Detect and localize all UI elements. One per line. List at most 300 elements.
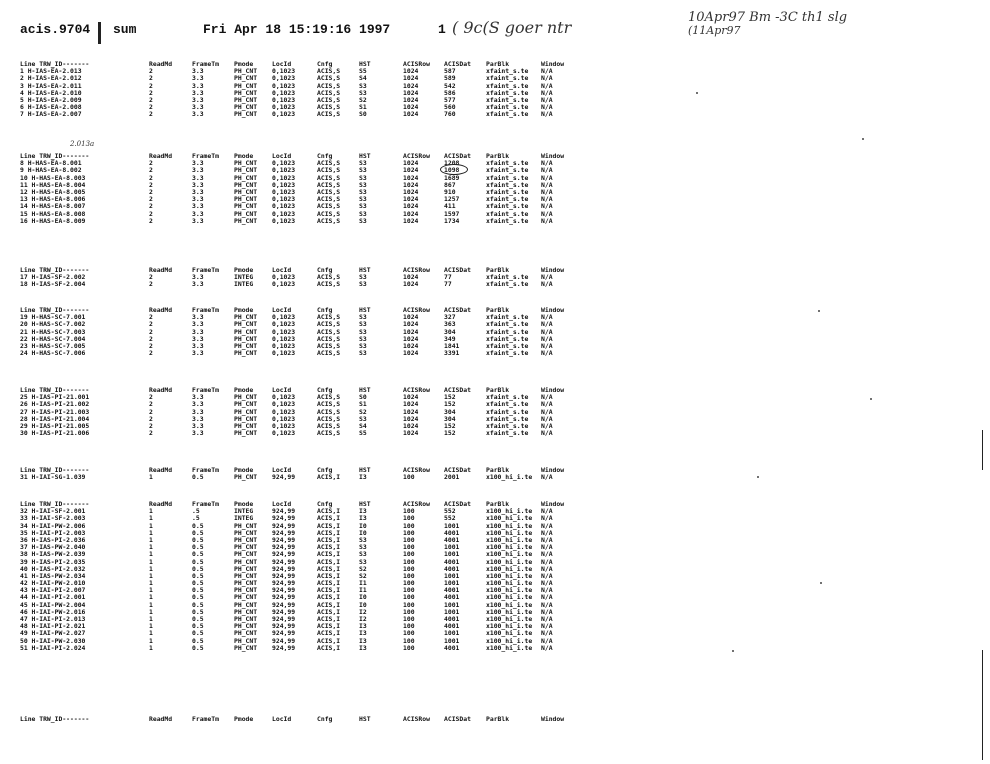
table-cell: 1: [149, 550, 153, 559]
table-cell: I1: [359, 579, 367, 588]
table-cell: xfaint_s.te: [486, 202, 529, 211]
table-cell: ACIS,I: [317, 473, 341, 482]
table-cell: 100: [403, 550, 415, 559]
column-header: LocId: [272, 266, 292, 274]
table-block: [20, 153, 620, 225]
table-cell: 100: [403, 643, 415, 652]
column-header: FrameTm: [192, 386, 219, 394]
table-cell: 3.3: [192, 429, 204, 438]
table-cell: 100: [403, 579, 415, 588]
table-cell: 0,1023: [272, 414, 296, 423]
table-cell: N/A: [541, 400, 553, 409]
table-cell: 25 H-IAS-PI-21.001: [20, 393, 90, 402]
column-header: ACISDat: [444, 60, 471, 68]
table-cell: 3.3: [192, 81, 204, 90]
column-header: Line TRW_ID-------: [20, 152, 90, 160]
table-cell: ACIS,S: [317, 180, 341, 189]
table-cell: 0,1023: [272, 81, 296, 90]
table-cell: 1024: [403, 202, 419, 211]
column-header: Pmode: [234, 715, 254, 723]
table-cell: 100: [403, 507, 415, 516]
table-cell: ACIS,S: [317, 273, 341, 282]
table-cell: 10 H-HAS-EA-8.003: [20, 173, 86, 182]
table-cell: PH_CNT: [234, 327, 258, 336]
table-cell: PH_CNT: [234, 557, 258, 566]
table-cell: 2: [149, 313, 153, 322]
table-cell: xfaint_s.te: [486, 180, 529, 189]
table-block: [20, 61, 620, 119]
table-cell: xfaint_s.te: [486, 414, 529, 423]
column-header: Line TRW_ID-------: [20, 466, 90, 474]
table-cell: 3.3: [192, 74, 204, 83]
table-cell: 0.5: [192, 643, 204, 652]
column-header: FrameTm: [192, 60, 219, 68]
table-cell: PH_CNT: [234, 216, 258, 225]
table-cell: 552: [444, 507, 456, 516]
table-cell: I3: [359, 473, 367, 482]
table-cell: 589: [444, 74, 456, 83]
table-cell: I2: [359, 615, 367, 623]
table-cell: 4 H-IAS-EA-2.010: [20, 88, 82, 97]
table-cell: 100: [403, 514, 415, 523]
table-cell: 924,99: [272, 636, 296, 645]
column-header: HST: [359, 266, 371, 274]
table-cell: S3: [359, 202, 367, 211]
table-cell: 3.3: [192, 195, 204, 204]
table-cell: 4001: [444, 622, 460, 631]
column-header: Pmode: [234, 466, 254, 474]
table-cell: 1: [149, 593, 153, 602]
table-cell: PH_CNT: [234, 393, 258, 402]
table-cell: PH_CNT: [234, 550, 258, 559]
table-cell: x100_hi_i.te: [486, 629, 533, 638]
table-cell: 1024: [403, 407, 419, 416]
table-cell: ACIS,I: [317, 528, 341, 537]
table-cell: N/A: [541, 334, 553, 343]
table-cell: 1024: [403, 414, 419, 423]
table-cell: 2: [149, 88, 153, 97]
column-header: Cnfg: [317, 60, 333, 68]
table-cell: S3: [359, 166, 367, 175]
table-cell: 0,1023: [272, 67, 296, 76]
table-cell: 100: [403, 473, 415, 482]
column-header: LocId: [272, 500, 292, 508]
table-cell: INTEG: [234, 507, 254, 516]
table-cell: 924,99: [272, 571, 296, 580]
table-cell: x100_hi_i.te: [486, 615, 533, 623]
table-cell: INTEG: [234, 273, 254, 282]
table-cell: PH_CNT: [234, 593, 258, 602]
table-cell: PH_CNT: [234, 74, 258, 83]
table-cell: INTEG: [234, 280, 254, 289]
table-cell: S3: [359, 209, 367, 218]
table-cell: x100_hi_i.te: [486, 543, 533, 552]
table-cell: 0,1023: [272, 216, 296, 225]
table-cell: 0.5: [192, 615, 204, 623]
table-cell: x100_hi_i.te: [486, 600, 533, 609]
table-cell: S3: [359, 341, 367, 350]
table-cell: 0,1023: [272, 110, 296, 119]
column-header: ACISRow: [403, 60, 430, 68]
column-header-row: [20, 716, 620, 723]
table-cell: xfaint_s.te: [486, 67, 529, 76]
table-cell: PH_CNT: [234, 407, 258, 416]
table-cell: N/A: [541, 166, 553, 175]
table-cell: 0,1023: [272, 273, 296, 282]
table-cell: PH_CNT: [234, 349, 258, 358]
table-cell: PH_CNT: [234, 528, 258, 537]
column-header: ReadMd: [149, 386, 173, 394]
table-cell: 3391: [444, 349, 460, 358]
table-cell: x100_hi_i.te: [486, 521, 533, 530]
table-cell: x100_hi_i.te: [486, 586, 533, 595]
table-cell: ACIS,I: [317, 535, 341, 544]
table-cell: N/A: [541, 543, 553, 552]
table-cell: 2: [149, 421, 153, 430]
edge-line-2: [982, 430, 983, 470]
column-header: Window: [541, 60, 565, 68]
table-cell: xfaint_s.te: [486, 334, 529, 343]
table-cell: 1001: [444, 607, 460, 616]
column-header: HST: [359, 386, 371, 394]
table-cell: PH_CNT: [234, 88, 258, 97]
table-cell: 2: [149, 320, 153, 329]
table-cell: 924,99: [272, 579, 296, 588]
table-cell: 0.5: [192, 600, 204, 609]
table-cell: N/A: [541, 327, 553, 336]
table-cell: 1: [149, 615, 153, 623]
table-cell: 152: [444, 429, 456, 438]
table-cell: 1024: [403, 349, 419, 358]
column-header: Cnfg: [317, 386, 333, 394]
table-cell: ACIS,S: [317, 421, 341, 430]
table-cell: S3: [359, 535, 367, 544]
table-cell: xfaint_s.te: [486, 81, 529, 90]
table-cell: 1734: [444, 216, 460, 225]
table-cell: 0,1023: [272, 320, 296, 329]
table-cell: 2: [149, 202, 153, 211]
table-cell: 1: [149, 643, 153, 652]
table-cell: 1024: [403, 173, 419, 182]
table-cell: S5: [359, 67, 367, 76]
table-cell: 48 H-IAI-PI-2.021: [20, 622, 86, 631]
table-cell: S3: [359, 557, 367, 566]
table-cell: PH_CNT: [234, 320, 258, 329]
table-cell: I2: [359, 607, 367, 616]
table-cell: S3: [359, 273, 367, 282]
table-cell: 1024: [403, 159, 419, 168]
table-cell: S2: [359, 407, 367, 416]
table-cell: I3: [359, 629, 367, 638]
table-cell: 100: [403, 629, 415, 638]
table-cell: N/A: [541, 216, 553, 225]
table-cell: 1001: [444, 571, 460, 580]
table-cell: ACIS,S: [317, 349, 341, 358]
table-cell: S3: [359, 327, 367, 336]
table-cell: 2: [149, 414, 153, 423]
edge-line: [982, 650, 983, 760]
table-cell: PH_CNT: [234, 622, 258, 631]
table-cell: 0.5: [192, 622, 204, 631]
column-header: Cnfg: [317, 466, 333, 474]
table-cell: x100_hi_i.te: [486, 514, 533, 523]
table-cell: xfaint_s.te: [486, 166, 529, 175]
table-cell: ACIS,I: [317, 622, 341, 631]
table-cell: ACIS,I: [317, 636, 341, 645]
table-cell: 2: [149, 407, 153, 416]
table-cell: 11 H-HAS-EA-8.004: [20, 180, 86, 189]
table-cell: N/A: [541, 557, 553, 566]
column-header: Cnfg: [317, 306, 333, 314]
table-cell: PH_CNT: [234, 166, 258, 175]
table-cell: ACIS,S: [317, 400, 341, 409]
column-header: ReadMd: [149, 60, 173, 68]
table-cell: I0: [359, 600, 367, 609]
table-cell: PH_CNT: [234, 202, 258, 211]
table-cell: 1024: [403, 180, 419, 189]
table-cell: xfaint_s.te: [486, 421, 529, 430]
table-cell: 760: [444, 110, 456, 119]
table-cell: x100_hi_i.te: [486, 507, 533, 516]
table-cell: 4001: [444, 564, 460, 573]
table-cell: 0.5: [192, 636, 204, 645]
table-cell: 3.3: [192, 202, 204, 211]
table-cell: ACIS,S: [317, 429, 341, 438]
table-cell: ACIS,I: [317, 607, 341, 616]
table-cell: 0,1023: [272, 95, 296, 104]
table-cell: 100: [403, 535, 415, 544]
table-cell: 3.3: [192, 327, 204, 336]
table-cell: S4: [359, 74, 367, 83]
table-cell: .5: [192, 507, 200, 516]
table-cell: 924,99: [272, 600, 296, 609]
table-cell: 9 H-HAS-EA-8.002: [20, 166, 82, 175]
table-cell: 0,1023: [272, 341, 296, 350]
column-header: ACISDat: [444, 715, 471, 723]
table-cell: 4001: [444, 615, 460, 623]
table-cell: 3.3: [192, 180, 204, 189]
table-cell: 0.5: [192, 593, 204, 602]
table-cell: 4001: [444, 593, 460, 602]
table-cell: N/A: [541, 414, 553, 423]
table-cell: 0.5: [192, 473, 204, 482]
column-header: ParBlk: [486, 60, 510, 68]
table-cell: S3: [359, 320, 367, 329]
table-cell: 4001: [444, 643, 460, 652]
table-cell: 1024: [403, 209, 419, 218]
column-header: ParBlk: [486, 266, 510, 274]
table-block: [20, 387, 620, 437]
table-block: [20, 467, 620, 481]
host-label: acis.9704: [20, 22, 91, 37]
table-cell: ACIS,I: [317, 615, 341, 623]
table-cell: xfaint_s.te: [486, 429, 529, 438]
table-cell: N/A: [541, 473, 553, 482]
table-cell: ACIS,I: [317, 586, 341, 595]
table-cell: PH_CNT: [234, 313, 258, 322]
table-cell: 924,99: [272, 543, 296, 552]
column-header: HST: [359, 306, 371, 314]
column-header: ACISRow: [403, 466, 430, 474]
table-cell: 924,99: [272, 550, 296, 559]
table-cell: PH_CNT: [234, 81, 258, 90]
column-header: LocId: [272, 466, 292, 474]
column-header: LocId: [272, 386, 292, 394]
table-cell: 1: [149, 636, 153, 645]
table-cell: 577: [444, 95, 456, 104]
table-cell: PH_CNT: [234, 187, 258, 196]
table-cell: 0,1023: [272, 313, 296, 322]
table-cell: 1024: [403, 334, 419, 343]
table-cell: 19 H-HAS-SC-7.001: [20, 313, 86, 322]
table-cell: 1689: [444, 173, 460, 182]
table-cell: 1: [149, 600, 153, 609]
table-cell: 3.3: [192, 349, 204, 358]
column-header: Window: [541, 266, 565, 274]
table-cell: 924,99: [272, 564, 296, 573]
column-header: Line TRW_ID-------: [20, 386, 90, 394]
table-cell: 42 H-IAI-PW-2.010: [20, 579, 86, 588]
table-cell: 0,1023: [272, 280, 296, 289]
table-cell: S0: [359, 110, 367, 119]
table-cell: 924,99: [272, 535, 296, 544]
table-cell: 4001: [444, 528, 460, 537]
table-cell: 1001: [444, 579, 460, 588]
table-cell: 2: [149, 334, 153, 343]
table-cell: 3.3: [192, 393, 204, 402]
column-header: Window: [541, 152, 565, 160]
table-cell: 152: [444, 400, 456, 409]
column-header: ACISDat: [444, 466, 471, 474]
table-cell: xfaint_s.te: [486, 159, 529, 168]
table-cell: 49 H-IAI-PW-2.027: [20, 629, 86, 638]
table-cell: 0,1023: [272, 195, 296, 204]
table-cell: 560: [444, 103, 456, 112]
table-cell: 910: [444, 187, 456, 196]
table-cell: 2: [149, 67, 153, 76]
table-cell: PH_CNT: [234, 173, 258, 182]
table-cell: 1024: [403, 67, 419, 76]
table-cell: ACIS,S: [317, 67, 341, 76]
table-cell: xfaint_s.te: [486, 273, 529, 282]
column-header: FrameTm: [192, 266, 219, 274]
table-cell: PH_CNT: [234, 571, 258, 580]
handwritten-note-block1: 2.013a: [70, 140, 95, 148]
column-header: ACISDat: [444, 306, 471, 314]
table-cell: 1841: [444, 341, 460, 350]
column-header: ParBlk: [486, 500, 510, 508]
table-cell: PH_CNT: [234, 429, 258, 438]
table-cell: N/A: [541, 187, 553, 196]
table-cell: 1024: [403, 195, 419, 204]
table-cell: 100: [403, 557, 415, 566]
table-cell: N/A: [541, 535, 553, 544]
column-header: ReadMd: [149, 500, 173, 508]
table-cell: 0.5: [192, 586, 204, 595]
table-cell: 1024: [403, 327, 419, 336]
table-cell: ACIS,S: [317, 195, 341, 204]
table-cell: ACIS,I: [317, 550, 341, 559]
table-cell: 0.5: [192, 629, 204, 638]
table-cell: 1024: [403, 81, 419, 90]
table-cell: N/A: [541, 550, 553, 559]
table-cell: ACIS,S: [317, 95, 341, 104]
table-cell: S3: [359, 414, 367, 423]
table-cell: 1098: [444, 166, 460, 175]
table-cell: 1: [149, 473, 153, 482]
table-cell: ACIS,I: [317, 629, 341, 638]
column-header: Pmode: [234, 306, 254, 314]
table-cell: I0: [359, 521, 367, 530]
table-cell: I3: [359, 622, 367, 631]
table-cell: 1024: [403, 110, 419, 119]
table-cell: I3: [359, 643, 367, 652]
column-header: Line TRW_ID-------: [20, 266, 90, 274]
table-cell: PH_CNT: [234, 586, 258, 595]
handwritten-note-top: ( 9c(S goer ntr: [452, 18, 572, 37]
table-cell: 51 H-IAI-PI-2.024: [20, 643, 86, 652]
column-header: ACISRow: [403, 306, 430, 314]
table-cell: x100_hi_i.te: [486, 557, 533, 566]
table-cell: ACIS,S: [317, 88, 341, 97]
table-cell: 24 H-HAS-SC-7.006: [20, 349, 86, 358]
table-cell: N/A: [541, 521, 553, 530]
speck: [870, 398, 872, 400]
column-header: LocId: [272, 60, 292, 68]
table-cell: 2: [149, 159, 153, 168]
table-cell: 2: [149, 81, 153, 90]
table-cell: 2: [149, 280, 153, 289]
table-cell: 1: [149, 535, 153, 544]
table-row: [20, 645, 620, 652]
table-cell: 15 H-HAS-EA-8.008: [20, 209, 86, 218]
table-cell: 0,1023: [272, 421, 296, 430]
table-cell: .5: [192, 514, 200, 523]
table-cell: N/A: [541, 180, 553, 189]
table-cell: xfaint_s.te: [486, 393, 529, 402]
table-cell: 2: [149, 341, 153, 350]
table-cell: 1024: [403, 400, 419, 409]
table-cell: 100: [403, 571, 415, 580]
table-cell: INTEG: [234, 514, 254, 523]
table-cell: 867: [444, 180, 456, 189]
table-cell: 2: [149, 74, 153, 83]
table-cell: 1: [149, 622, 153, 631]
table-cell: PH_CNT: [234, 543, 258, 552]
table-cell: 0,1023: [272, 180, 296, 189]
table-cell: ACIS,S: [317, 110, 341, 119]
table-cell: 0.5: [192, 557, 204, 566]
table-cell: N/A: [541, 421, 553, 430]
table-cell: ACIS,I: [317, 571, 341, 580]
table-cell: 16 H-HAS-EA-8.009: [20, 216, 86, 225]
table-cell: 1597: [444, 209, 460, 218]
table-cell: S3: [359, 349, 367, 358]
table-cell: I0: [359, 593, 367, 602]
table-cell: N/A: [541, 507, 553, 516]
table-cell: N/A: [541, 528, 553, 537]
table-cell: 2: [149, 349, 153, 358]
table-cell: 44 H-IAI-PI-2.001: [20, 593, 86, 602]
table-cell: 1024: [403, 216, 419, 225]
table-cell: 924,99: [272, 615, 296, 623]
table-cell: 0.5: [192, 521, 204, 530]
table-cell: N/A: [541, 571, 553, 580]
table-cell: 3 H-IAS-EA-2.011: [20, 81, 82, 90]
page-number: 1: [438, 22, 446, 37]
column-header: ACISRow: [403, 715, 430, 723]
table-cell: 100: [403, 593, 415, 602]
